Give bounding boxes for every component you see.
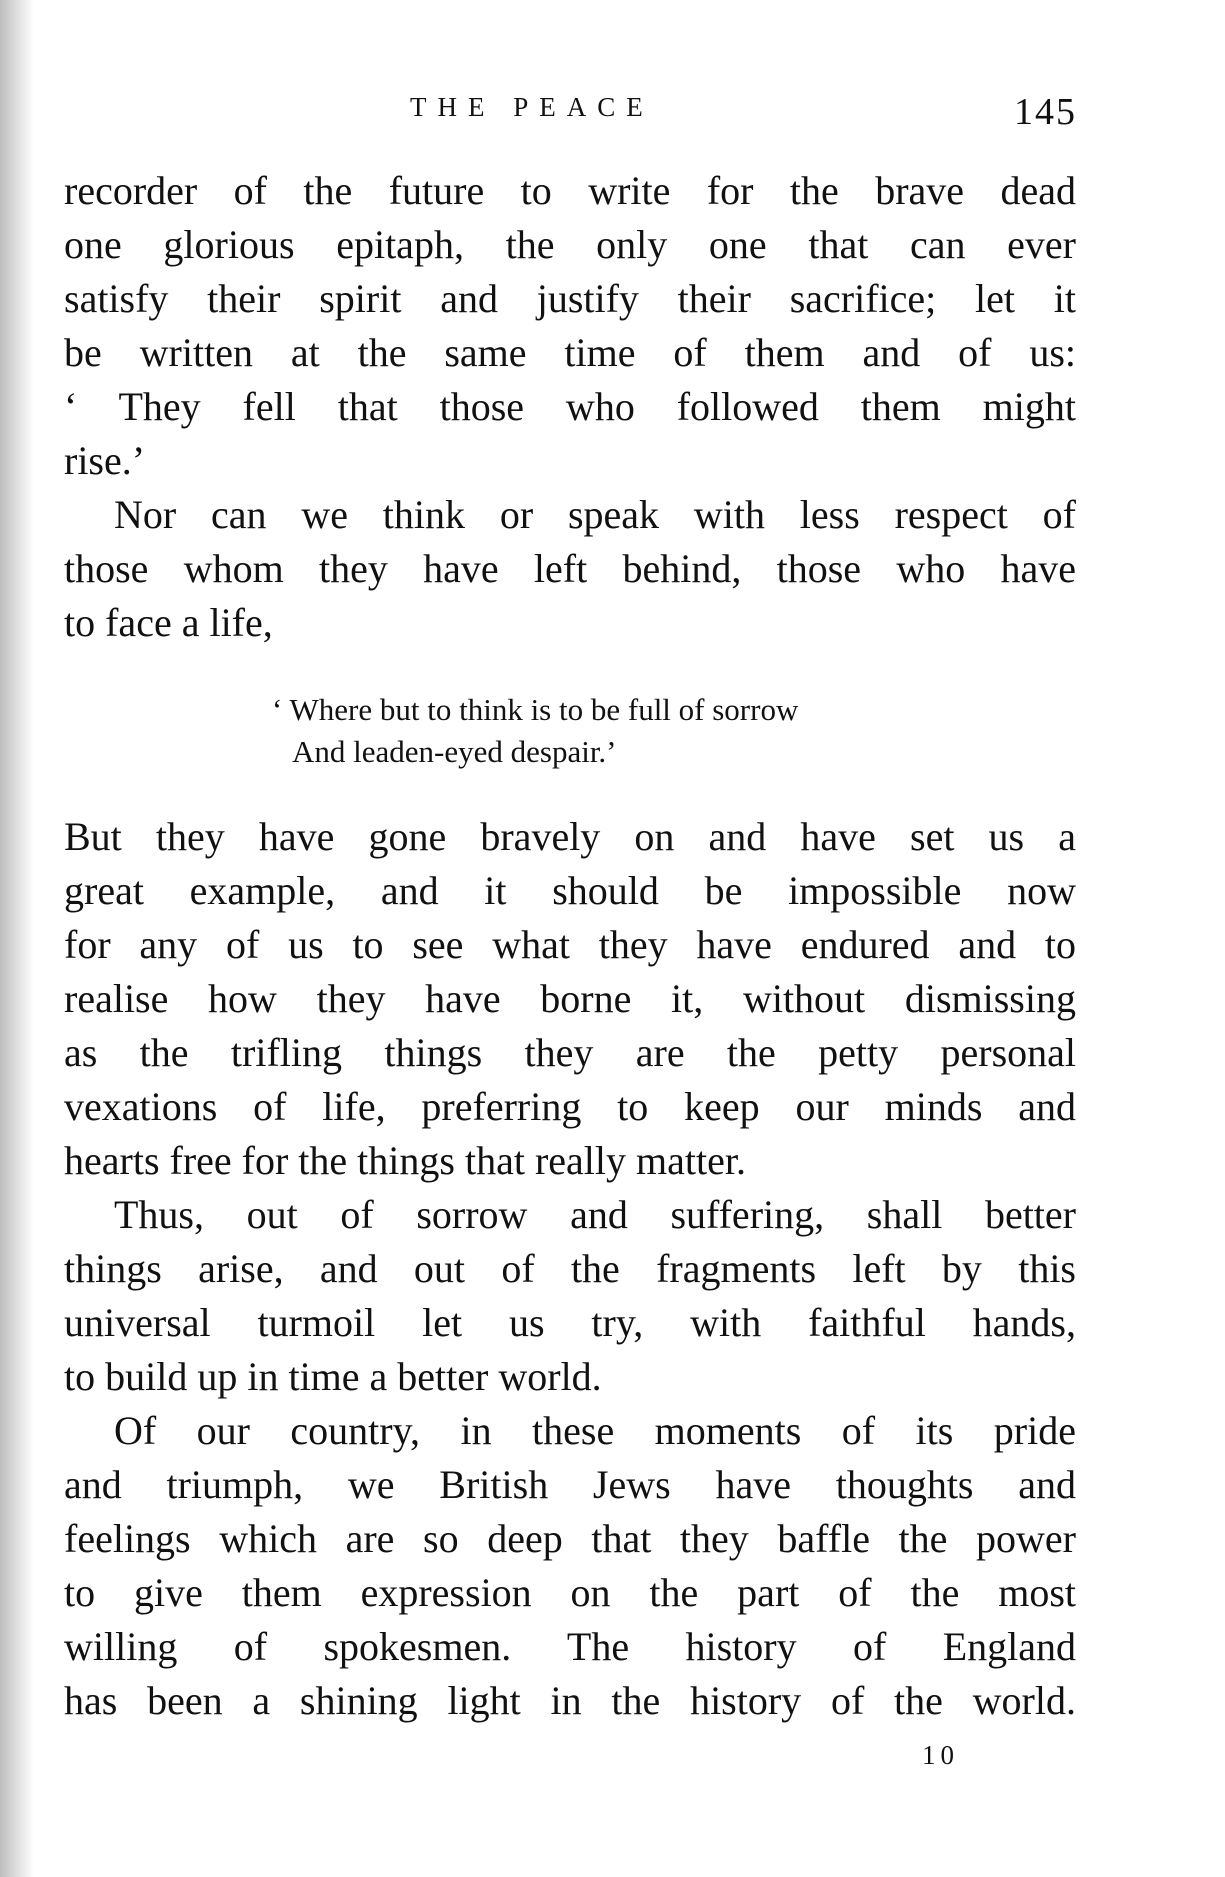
text-line: rise.’ <box>64 438 146 483</box>
verse-line: And leaden-eyed despair.’ <box>292 734 617 769</box>
text-line: realise how they have borne it, without dismissing <box>64 976 1076 1021</box>
text-line: recorder of the future to write for the brave dead <box>64 168 1076 213</box>
verse-line: ‘ Where but to think is to be full of sorrow <box>272 692 799 727</box>
text-line: things arise, and out of the fragments left by this <box>64 1246 1076 1291</box>
text-line: to give them expression on the part of the most <box>64 1570 1076 1615</box>
text-line: has been a shining light in the history of the world. <box>64 1678 1076 1723</box>
text-line: Nor can we think or speak with less respect of <box>114 492 1076 537</box>
text-line: Thus, out of sorrow and suffering, shall better <box>114 1192 1076 1237</box>
text-line: vexations of life, preferring to keep our minds and <box>64 1084 1076 1129</box>
running-title: THE PEACE <box>410 92 654 122</box>
signature-mark: 10 <box>922 1740 959 1770</box>
text-line: for any of us to see what they have endured and to <box>64 922 1076 967</box>
running-head <box>70 92 1080 142</box>
text-line: ‘ They fell that those who followed them might <box>64 384 1076 429</box>
text-line: But they have gone bravely on and have set us a <box>64 814 1076 859</box>
text-line: be written at the same time of them and of us: <box>64 330 1076 375</box>
text-line: satisfy their spirit and justify their sacrifice; let it <box>64 276 1076 321</box>
text-line: one glorious epitaph, the only one that can ever <box>64 222 1076 267</box>
text-line: and triumph, we British Jews have thoughts and <box>64 1462 1076 1507</box>
text-line: as the trifling things they are the petty personal <box>64 1030 1076 1075</box>
text-line: to face a life, <box>64 600 273 645</box>
text-line: to build up in time a better world. <box>64 1354 602 1399</box>
text-line: universal turmoil let us try, with faithful hands, <box>64 1300 1076 1345</box>
text-line: feelings which are so deep that they baffle the power <box>64 1516 1076 1561</box>
text-line: those whom they have left behind, those who have <box>64 546 1076 591</box>
page-number: 145 <box>1014 91 1077 133</box>
binding-gutter-shadow <box>0 0 34 1877</box>
text-line: hearts free for the things that really matter. <box>64 1138 746 1183</box>
text-line: Of our country, in these moments of its pride <box>114 1408 1076 1453</box>
text-block-upper <box>64 164 1076 650</box>
text-line: great example, and it should be impossible now <box>64 868 1076 913</box>
verse-quotation <box>272 689 952 773</box>
text-line: willing of spokesmen. The history of England <box>64 1624 1076 1669</box>
text-block-lower <box>64 810 1076 1728</box>
